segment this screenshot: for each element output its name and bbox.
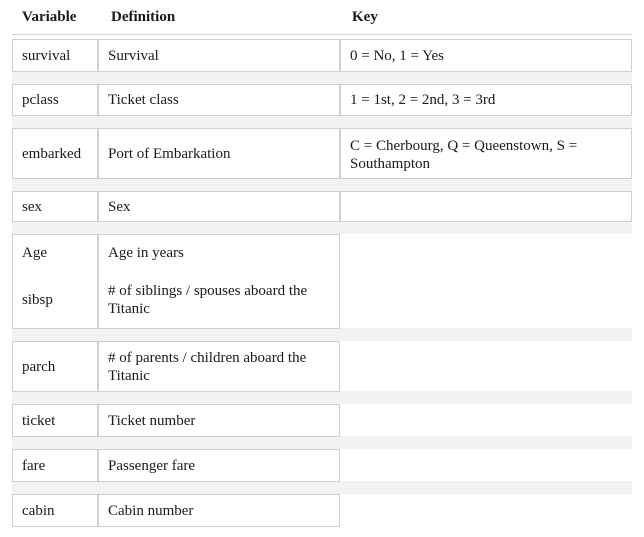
row-gap — [12, 221, 632, 234]
row-gap — [12, 481, 632, 494]
table-row-embarked-variable: embarked — [12, 128, 98, 179]
table-row-fare-definition: Passenger fare — [98, 449, 340, 482]
table-row-sex-variable: sex — [12, 191, 98, 222]
table-row-ticket-definition: Ticket number — [98, 404, 340, 437]
table-row-survival-definition: Survival — [98, 39, 340, 72]
header-key: Key — [352, 9, 378, 25]
table-row-pclass-variable: pclass — [12, 84, 98, 116]
table-row-embarked-key: C = Cherbourg, Q = Queenstown, S = Southampton — [340, 128, 632, 179]
header-divider — [12, 34, 632, 35]
table-row-age-definition: Age in years — [98, 234, 340, 271]
table-row-fare-variable: fare — [12, 449, 98, 482]
table-row-cabin-variable: cabin — [12, 494, 98, 527]
table-row-embarked-definition: Port of Embarkation — [98, 128, 340, 179]
row-gap — [12, 436, 632, 449]
row-gap — [12, 328, 632, 341]
table-row-survival-key: 0 = No, 1 = Yes — [340, 39, 632, 72]
table-row-pclass-definition: Ticket class — [98, 84, 340, 116]
row-gap — [12, 115, 632, 128]
table-row-pclass-key: 1 = 1st, 2 = 2nd, 3 = 3rd — [340, 84, 632, 116]
table-row-sex-definition: Sex — [98, 191, 340, 222]
table-row-ticket-variable: ticket — [12, 404, 98, 437]
header-definition: Definition — [111, 9, 176, 25]
table-row-survival-variable: survival — [12, 39, 98, 72]
table-row-sibsp-variable: sibsp — [12, 271, 98, 329]
table-row-sex-key — [340, 191, 632, 222]
row-gap — [12, 71, 632, 84]
table-row-parch-definition: # of parents / children aboard the Titanic — [98, 341, 340, 392]
table-row-parch-variable: parch — [12, 341, 98, 392]
header-variable: Variable — [22, 9, 77, 25]
table-row-age-variable: Age — [12, 234, 98, 271]
table-row-sibsp-definition: # of siblings / spouses aboard the Titanic — [98, 271, 340, 329]
row-gap — [12, 178, 632, 191]
row-gap — [12, 391, 632, 404]
table-row-cabin-definition: Cabin number — [98, 494, 340, 527]
